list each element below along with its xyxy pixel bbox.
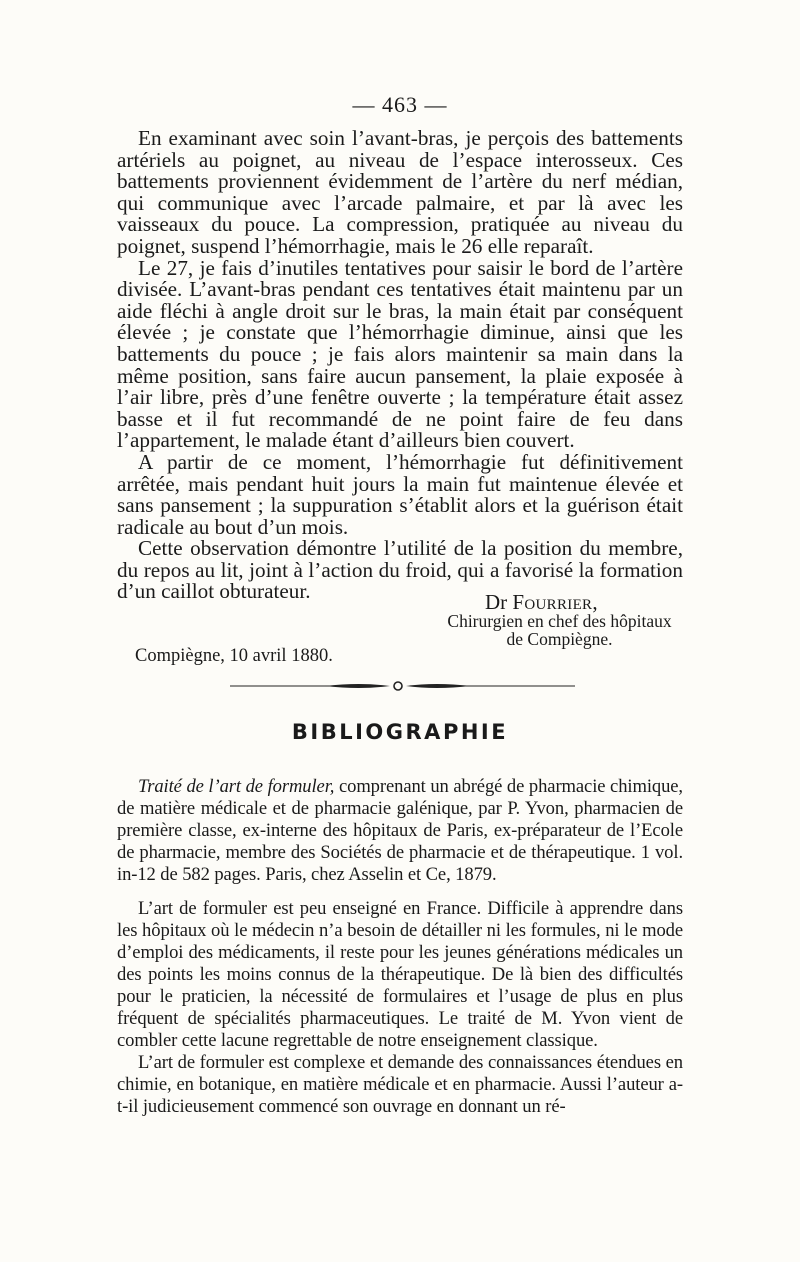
signature-name: Fourrier, bbox=[512, 590, 598, 614]
book-title: Traité de l’art de formuler, bbox=[138, 776, 335, 797]
signature-prefix: Dr bbox=[485, 590, 508, 614]
book-entry-details: comprenant un abrégé de pharmacie chimique, de matière médicale et de pharmacie galénique, par P. Yvon, pharmacien de première classe, ex-interne des hôpitaux de Paris, ex-préparateur de l’Ecole de pharmacie, membre des Sociétés de pharmacie et de thérapeutique. 1 vol. in-12 de 582 pages. Paris, chez Asselin et Ce, 1879. bbox=[117, 776, 683, 885]
review-paragraph-2: L’art de formuler est complexe et demande des connaissances étendues en chimie, en botanique, en matière médicale et en pharmacie. Aussi l’auteur a-t-il judicieusement commencé son ouvrage en donnant un ré- bbox=[117, 1052, 683, 1117]
ornamental-rule bbox=[230, 679, 575, 691]
case-report-text bbox=[117, 128, 683, 603]
paragraph-2: Le 27, je fais d’inutiles tentatives pour saisir le bord de l’artère divisée. L’avant-bras pendant ces tentatives était maintenu par un aide fléchi à angle droit sur le bras, la main était par conséquent élevée ; je constate que l’hémorrhagie diminue, ainsi que les battements du pouce ; je fais alors maintenir sa main dans la même position, sans faire aucun pansement, la plaie exposée à l’air libre, près d’une fenêtre ouverte ; la température était assez basse et il fut recommandé de ne point faire de feu dans l’appartement, le malade étant d’ailleurs bien couvert. bbox=[117, 255, 683, 453]
paragraph-1: En examinant avec soin l’avant-bras, je perçois des battements artériels au poignet, au niveau de l’espace interosseux. Ces battements proviennent évidemment de l’artère du nerf médian, qui communique avec l’arcade palmaire, et par là avec les vaisseaux du pouce. La compression, pratiquée au niveau du poignet, suspend l’hémorrhagie, mais le 26 elle reparaît. bbox=[117, 126, 683, 258]
paragraph-3: A partir de ce moment, l’hémorrhagie fut définitivement arrêtée, mais pendant huit jours la main fut maintenue élevée et sans pansement ; la suppuration s’établit alors et la guérison était radicale au bout d’un mois. bbox=[117, 449, 683, 539]
signature-title bbox=[432, 612, 687, 648]
bibliography-text bbox=[117, 776, 683, 1118]
section-heading: BIBLIOGRAPHIE bbox=[291, 720, 509, 744]
paragraph-4: Cette observation démontre l’utilité de la position du membre, du repos au lit, joint à l’action du froid, qui a favorisé la formation d’un caillot obturateur. bbox=[117, 536, 683, 604]
signature-title-line-1: Chirurgien en chef des hôpitaux bbox=[447, 611, 672, 631]
signature-title-line-2: de Compiègne. bbox=[506, 629, 613, 649]
bibliography-entry bbox=[117, 776, 683, 886]
ornament-divider-icon bbox=[230, 680, 575, 692]
place-date: Compiègne, 10 avril 1880. bbox=[135, 646, 333, 666]
page-number: — 463 — bbox=[352, 92, 448, 117]
review-paragraph-1: L’art de formuler est peu enseigné en France. Difficile à apprendre dans les hôpitaux où le médecin n’a besoin de détailler ni les formules, ni le mode d’emploi des médicaments, il reste pour les jeunes générations médicales un des points les moins connus de la thérapeutique. De là bien des difficultés pour le praticien, la nécessité de formulaires et l’usage de plus en plus fréquent de spécialités pharmaceutiques. Le traité de M. Yvon vient de combler cette lacune regrettable de notre enseignement classique. bbox=[117, 898, 683, 1051]
